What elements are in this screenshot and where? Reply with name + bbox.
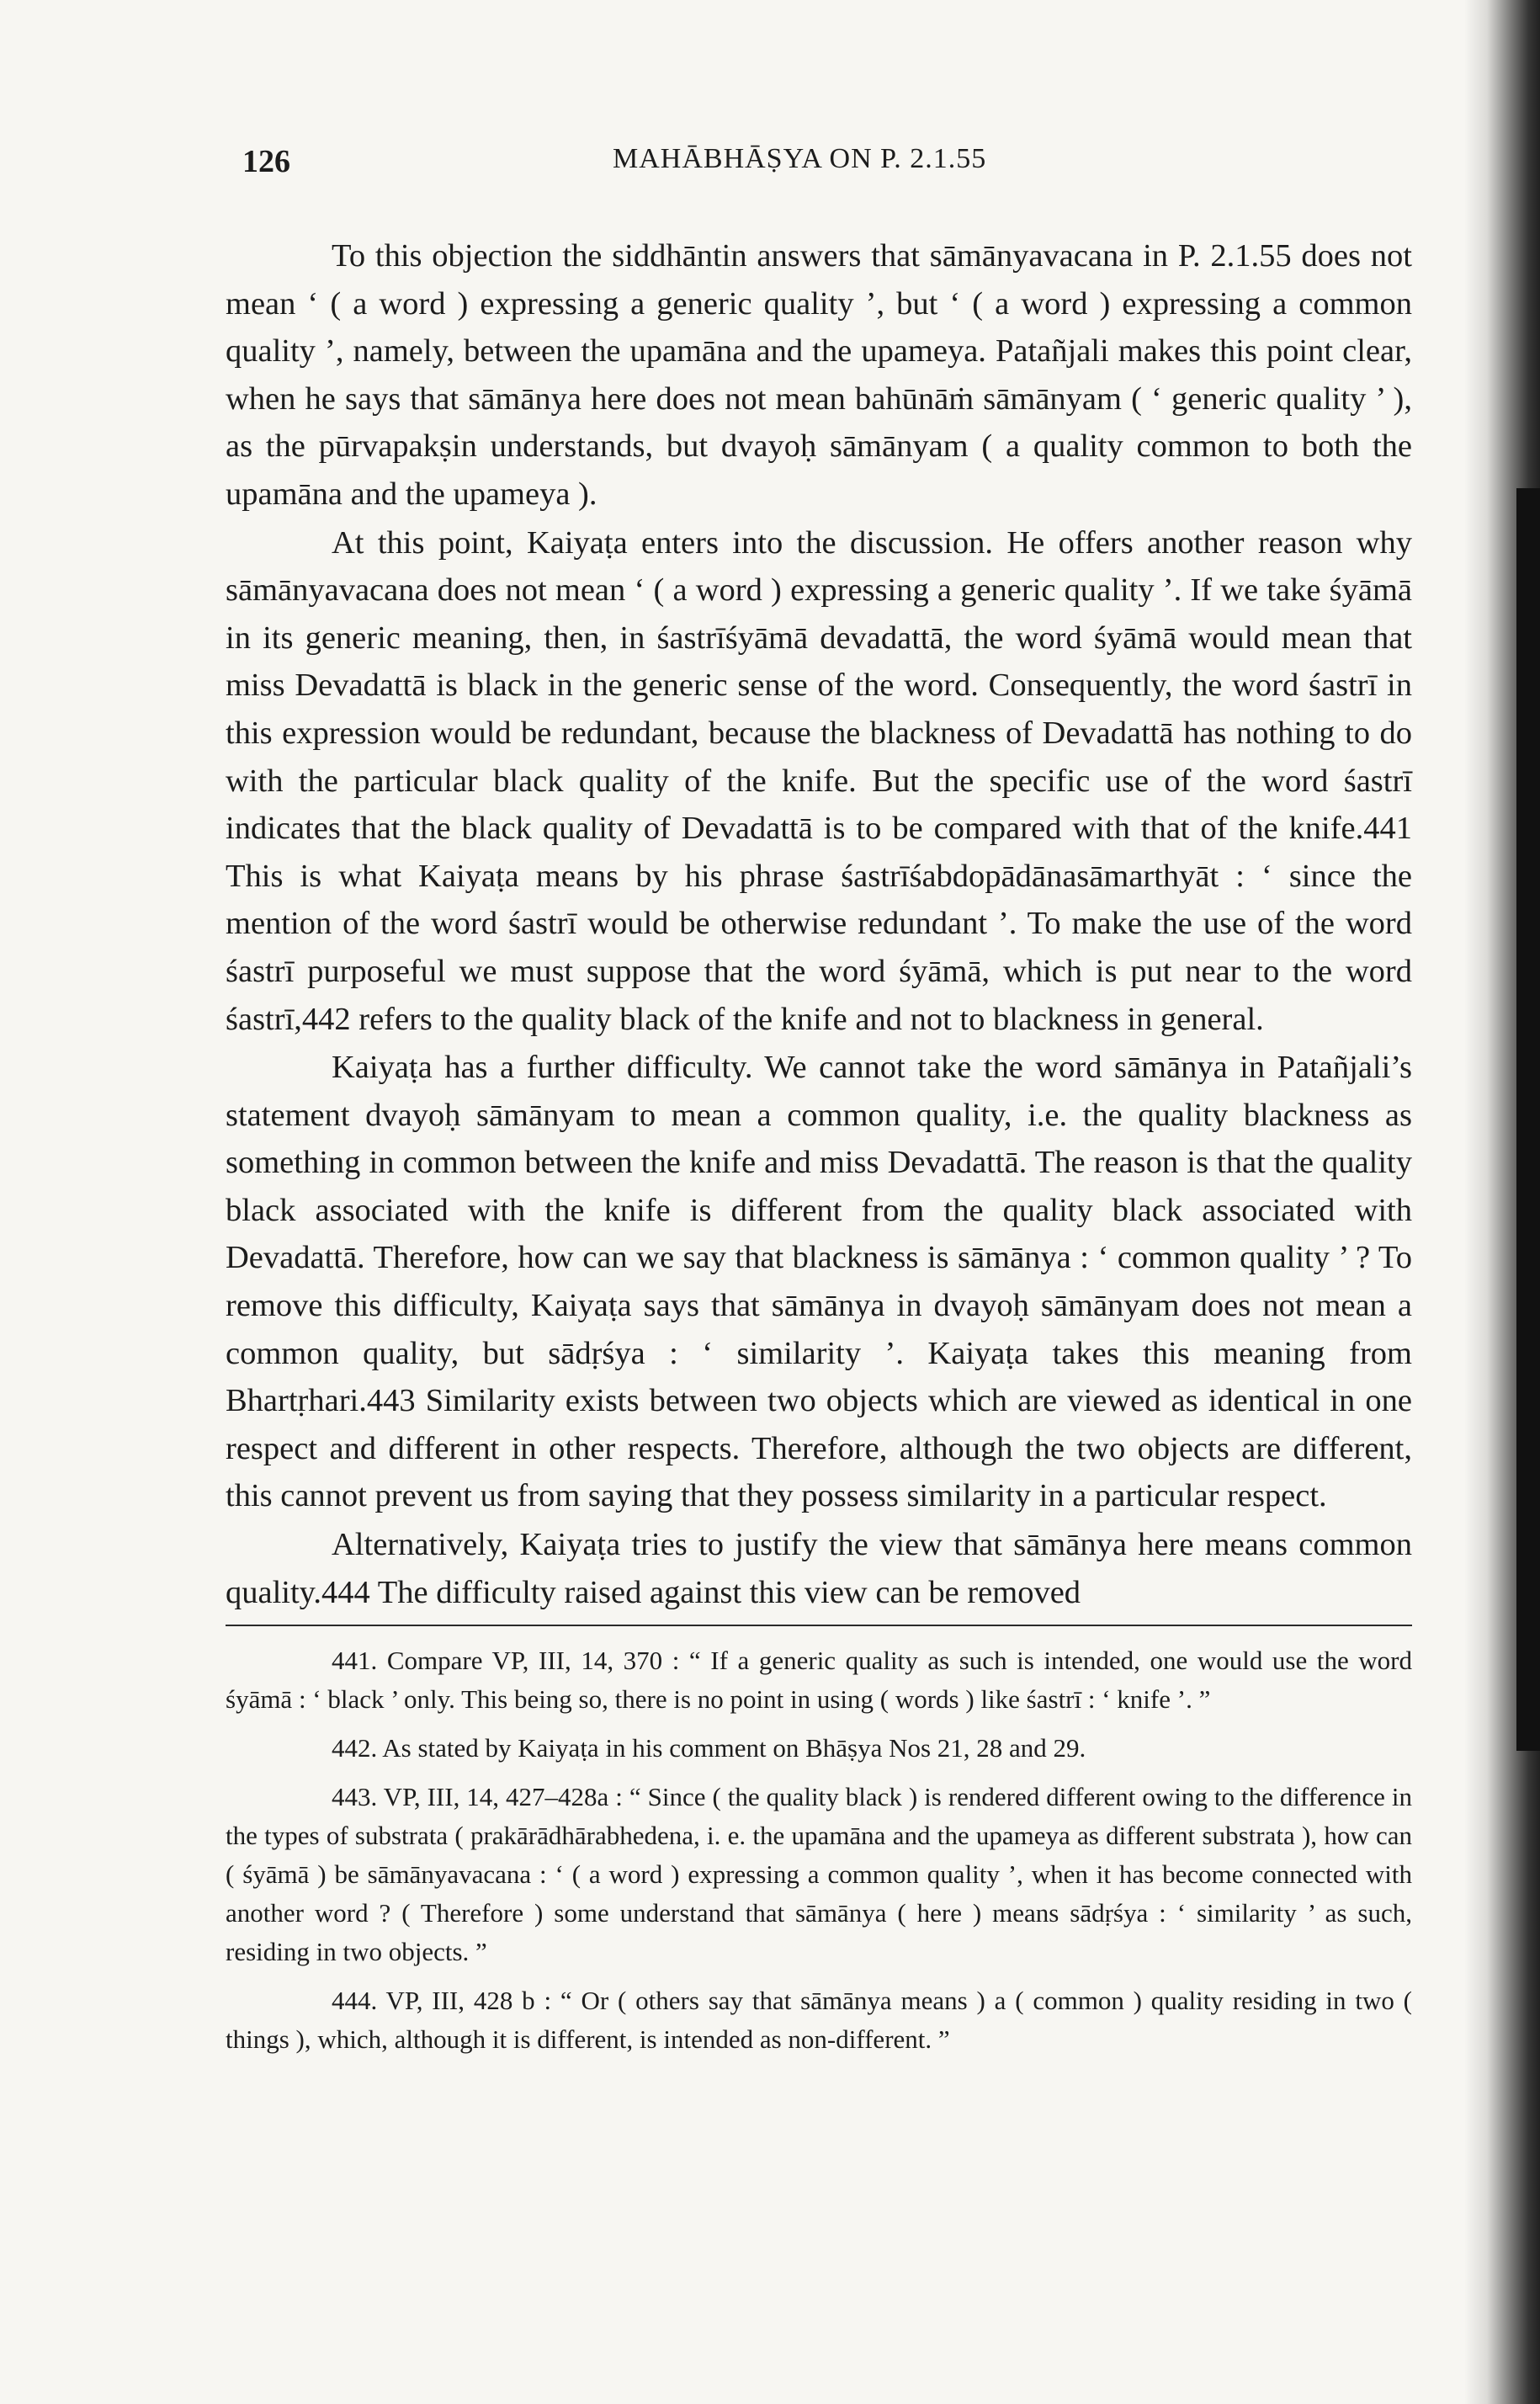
footnote-rule: [226, 1625, 1412, 1626]
paragraph: To this objection the siddhāntin answers that sāmānyavacana in P. 2.1.55 does not mean ‘ ( a word ) expressing a generic quality ’, but ‘ ( a word ) expressing a common quality ’, namely, between the upamāna and the upameya. Patañjali makes this point clear, when he says that sāmānya here does not mean bahūnāṁ sāmānyam ( ‘ generic quality ’ ), as the pūrvapakṣin understands, but dvayoḥ sāmānyam ( a quality common to both the upamāna and the upameya ).: [226, 238, 1412, 512]
footnote: 444. VP, III, 428 b : “ Or ( others say that sāmānya means ) a ( common ) quality residing in two ( things ), which, although it is different, is intended as non-different. ”: [226, 1986, 1412, 2055]
page-header: [226, 143, 1412, 202]
binding-shadow: [1516, 488, 1540, 1751]
footnotes: [226, 1641, 1412, 2059]
footnote: 443. VP, III, 14, 427–428a : “ Since ( the quality black ) is rendered different owing to the difference in the types of substrata ( prakārādhārabhedena, i. e. the upamāna and the upameya as different substrata ), how can ( śyāmā ) be sāmānyavacana : ‘ ( a word ) expressing a common quality ’, when it has become connected with another word ? ( Therefore ) some understand that sāmānya ( here ) means sādṛśya : ‘ similarity ’ as such, residing in two objects. ”: [226, 1782, 1412, 1967]
footnote: 441. Compare VP, III, 14, 370 : “ If a generic quality as such is intended, one would use the word śyāmā : ‘ black ’ only. This being so, there is no point in using ( words ) like śastrī : ‘ knife ’. ”: [226, 1646, 1412, 1715]
body-text: [226, 232, 1412, 1616]
page-content: [226, 143, 1412, 2069]
page-number: 126: [242, 144, 290, 179]
footnote: 442. As stated by Kaiyaṭa in his comment on Bhāṣya Nos 21, 28 and 29.: [332, 1733, 1086, 1763]
paragraph: At this point, Kaiyaṭa enters into the discussion. He offers another reason why sāmānyavacana does not mean ‘ ( a word ) expressing a generic quality ’. If we take śyāmā in its generic meaning, then, in śastrīśyāmā devadattā, the word śyāmā would mean that miss Devadattā is black in the generic sense of the word. Consequently, the word śastrī in this expression would be redundant, because the blackness of Devadattā has nothing to do with the particular black quality of the knife. But the specific use of the word śastrī indicates that the black quality of Devadattā is to be compared with that of the knife.441 This is what Kaiyaṭa means by his phrase śastrīśabdopādānasāmarthyāt : ‘ since the mention of the word śastrī would be otherwise redundant ’. To make the use of the word śastrī purposeful we must suppose that the word śyāmā, which is put near to the word śastrī,442 refers to the quality black of the knife and not to blackness in general.: [226, 524, 1412, 1037]
paragraph: Kaiyaṭa has a further difficulty. We cannot take the word sāmānya in Patañjali’s statement dvayoḥ sāmānyam to mean a common quality, i.e. the quality blackness as something in common between the knife and miss Devadattā. The reason is that the quality black associated with the knife is different from the quality black associated with Devadattā. Therefore, how can we say that blackness is sāmānya : ‘ common quality ’ ? To remove this difficulty, Kaiyaṭa says that sāmānya in dvayoḥ sāmānyam does not mean a common quality, but sādṛśya : ‘ similarity ’. Kaiyaṭa takes this meaning from Bhartṛhari.443 Similarity exists between two objects which are viewed as identical in one respect and different in other respects. Therefore, although the two objects are different, this cannot prevent us from saying that they possess similarity in a particular respect.: [226, 1050, 1412, 1514]
running-head: MAHĀBHĀṢYA ON P. 2.1.55: [613, 143, 987, 174]
paragraph: Alternatively, Kaiyaṭa tries to justify the view that sāmānya here means common quality.444 The difficulty raised against this view can be removed: [226, 1527, 1412, 1610]
